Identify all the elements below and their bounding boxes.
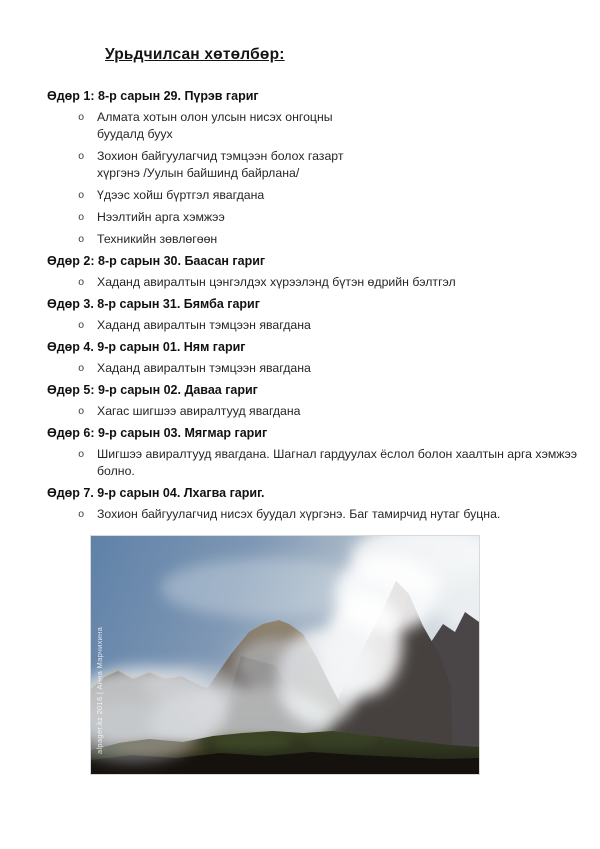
day-section-3 (47, 296, 600, 334)
bullet-text: Зохион байгуулагчид нисэх буудал хүргэнэ. Баг тамирчид нутаг буцна. (97, 507, 501, 521)
bullet-marker: o (78, 190, 85, 202)
list-item (47, 506, 600, 523)
list-item (47, 209, 600, 226)
list-item (47, 109, 600, 143)
day-heading: Өдөр 7. 9-р сарын 04. Лхагва гариг. (47, 486, 265, 500)
list-item (47, 317, 600, 334)
day-heading: Өдөр 3. 8-р сарын 31. Бямба гариг (47, 297, 260, 311)
bullet-text: Техникийн зөвлөгөөн (97, 232, 218, 246)
bullet-text: Зохион байгуулагчид тэмцээн болох газарт (97, 149, 344, 163)
list-item (47, 274, 600, 291)
bullet-text: Үдээс хойш бүртгэл явагдана (97, 188, 265, 202)
bullet-text: Хаданд авиралтын тэмцээн явагдана (97, 361, 311, 375)
bullet-text: Хаданд авиралтын тэмцээн явагдана (97, 318, 311, 332)
bullet-marker: o (78, 449, 85, 461)
list-item (47, 187, 600, 204)
list-item (47, 231, 600, 248)
bullet-marker: o (78, 509, 85, 521)
bullet-text: Нээлтийн арга хэмжээ (97, 210, 225, 224)
bullet-marker: o (78, 363, 85, 375)
bullet-text: буудалд буух (97, 127, 173, 141)
bullet-list (47, 403, 600, 420)
day-section-4 (47, 339, 600, 377)
day-section-6 (47, 425, 600, 480)
page-title: Урьдчилсан хөтөлбөр: (105, 46, 285, 63)
list-item (47, 403, 600, 420)
bullet-marker: o (78, 151, 85, 163)
bullet-marker: o (78, 320, 85, 332)
day-section-7 (47, 485, 600, 523)
bullet-text: Алмата хотын олон улсын нисэх онгоцны (97, 110, 333, 124)
bullet-marker: o (78, 406, 85, 418)
list-item (47, 360, 600, 377)
day-section-1 (47, 88, 600, 248)
bullet-text: Хаданд авиралтын цэнгэлдэх хүрээлэнд бүтэн өдрийн бэлтгэл (97, 275, 456, 289)
list-item (47, 148, 600, 182)
bullet-text: Шигшээ авиралтууд явагдана. Шагнал гардуулах ёслол болон хаалтын арга хэмжээ болно. (97, 447, 578, 478)
bullet-marker: o (78, 277, 85, 289)
photo-watermark: alpager.kz 2016 | Анна Марчихина (95, 626, 104, 754)
bullet-text: Хагас шигшээ авиралтууд явагдана (97, 404, 301, 418)
mountain-photo (90, 535, 480, 775)
bullet-text: хүргэнэ /Уулын байшинд байрлана/ (97, 166, 300, 180)
bullet-marker: o (78, 112, 85, 124)
bullet-list (47, 360, 600, 377)
day-section-5 (47, 382, 600, 420)
bullet-list (47, 274, 600, 291)
day-heading: Өдөр 4. 9-р сарын 01. Ням гариг (47, 340, 246, 354)
mountain-photo-art (91, 536, 479, 774)
day-heading: Өдөр 5: 9-р сарын 02. Даваа гариг (47, 383, 258, 397)
day-heading: Өдөр 6: 9-р сарын 03. Мягмар гариг (47, 426, 268, 440)
day-heading: Өдөр 1: 8-р сарын 29. Пүрэв гариг (47, 89, 259, 103)
day-heading: Өдөр 2: 8-р сарын 30. Баасан гариг (47, 254, 266, 268)
bullet-list (47, 109, 600, 248)
bullet-marker: o (78, 212, 85, 224)
day-section-2 (47, 253, 600, 291)
bullet-list (47, 446, 600, 480)
bullet-marker: o (78, 234, 85, 246)
list-item (47, 446, 600, 480)
bullet-list (47, 506, 600, 523)
bullet-list (47, 317, 600, 334)
